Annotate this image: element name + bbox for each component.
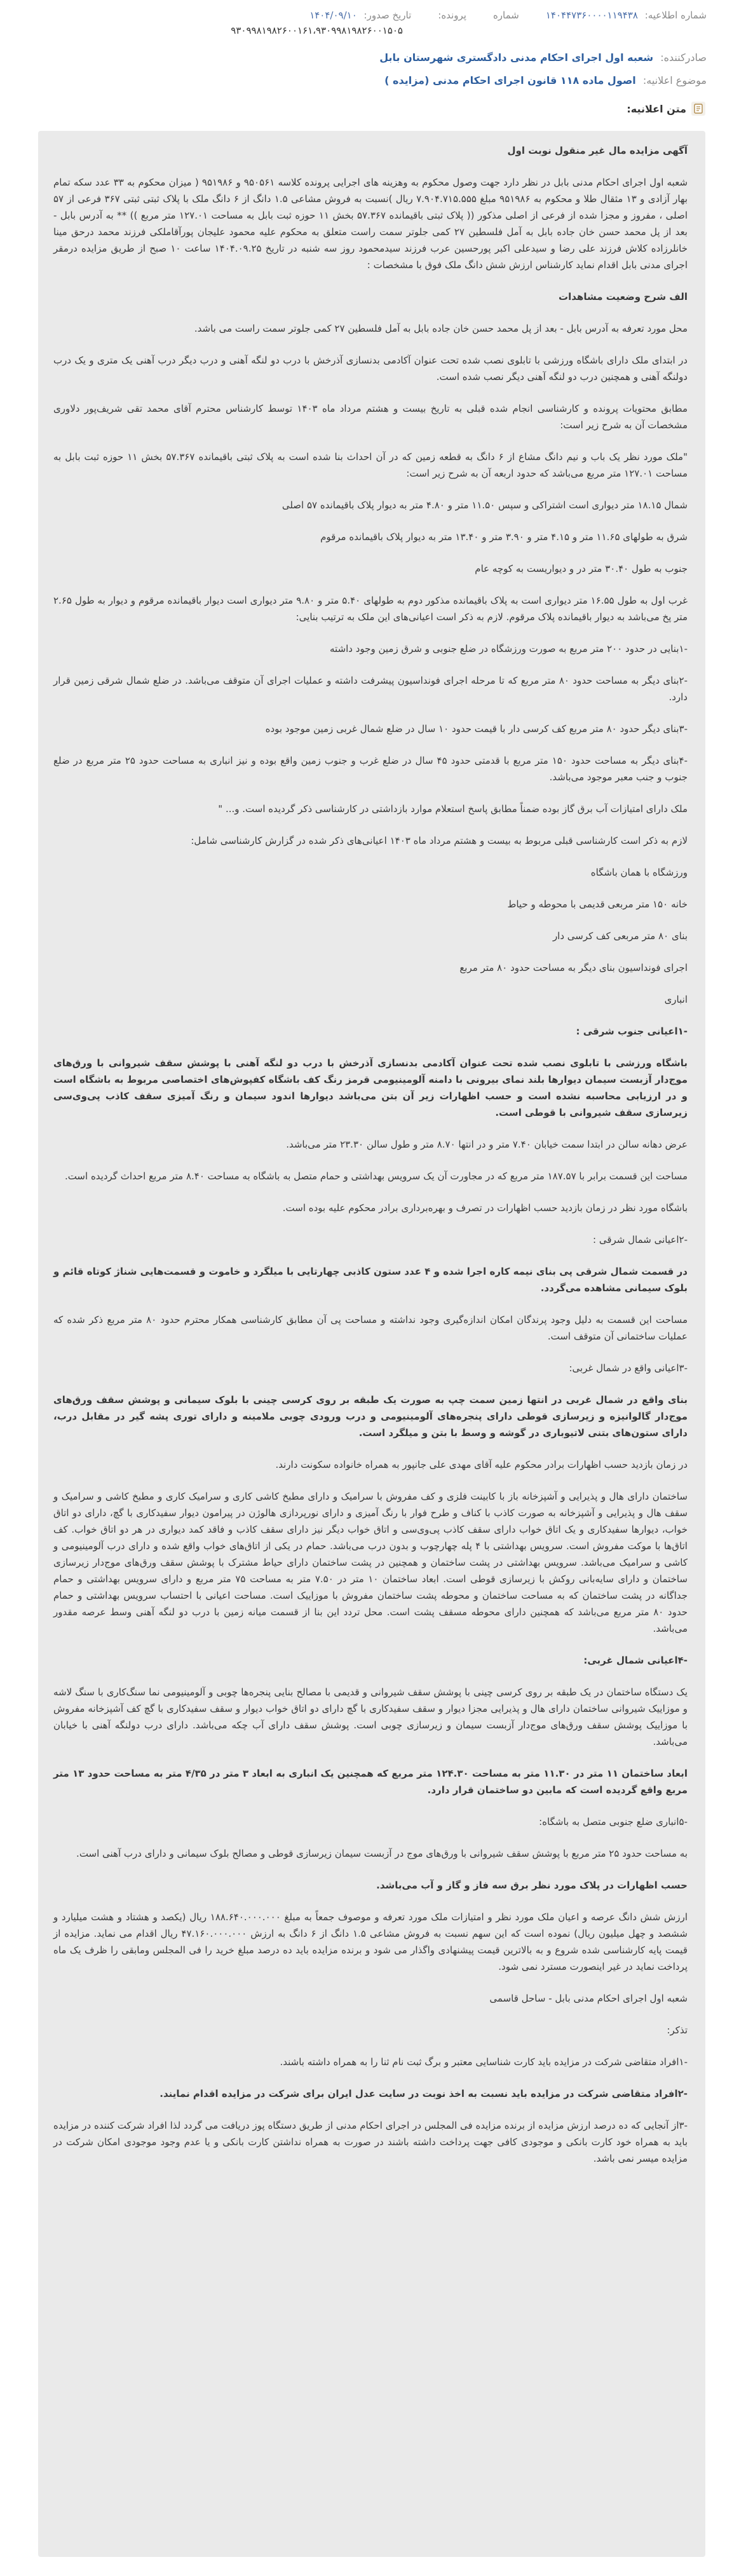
- body-paragraph: به مساحت حدود ۲۵ متر مربع با پوشش سقف شیروانی با ورق‌های موج در آزبست سیمان زیرسازی قوطی و مصالح بلوک سیمانی و دارای درب آهنی است.: [76, 1848, 688, 1859]
- body-paragraph: یک دستگاه ساختمان در یک طبقه بر روی کرسی چینی با پوشش سقف شیروانی و قدیمی با مصالح بنایی پنجره‌ها چوبی و آلومینیومی نما سنگ‌کاری با سنگ لاشه و موزاییک شیروانی ساختمان دارای هال و پذیرایی مجزا دیوار و سقف سفیدکاری با گچ دارای دو اتاق خواب دیوار و سقف سفیدکاری با گچ کف آشپزخانه مفروش با موزاییک پوشش سقف ورق‌های موج‌دار آزبست سیمان و زیرسازی چوبی است. پوشش سقف دارای آب چکه می‌باشد. دارای درب دولنگه آهنی با خیابان می‌باشد.: [53, 1686, 688, 1747]
- issue-date-value: ۱۴۰۴/۰۹/۱۰: [309, 10, 357, 21]
- body-paragraph: -۱بنایی در حدود ۲۰۰ متر مربع به صورت ورزشگاه در ضلع جنوبی و شرق زمین وجود داشته: [330, 643, 688, 654]
- body-paragraph: بنای ۸۰ متر مربعی کف کرسی دار: [552, 930, 688, 942]
- announcement-number: [546, 8, 707, 23]
- announcement-text-title: متن اعلانیه:: [627, 102, 686, 115]
- subject-row: [0, 66, 746, 89]
- body-paragraph: لازم به ذکر است کارشناسی قبلی مربوط به بیست و هشتم مرداد ماه ۱۴۰۳ اعیانی‌های ذکر شده در گزارش کارشناسی شامل:: [191, 835, 688, 846]
- case-label: پرونده:: [438, 10, 466, 21]
- body-paragraph: غرب اول به طول ۱۶.۵۵ متر دیواری است به پلاک باقیمانده مذکور دوم به طولهای ۵.۴۰ متر و ۹.۸۰ متر دیواری است دیوار باقیمانده مرقوم و دیوار به طول ۲.۶۵ متر پخ می‌باشد به دیوار باقیمانده پلاک مرقوم. لازم به ذکر است اعیانی‌های این ملک به ترتیب بنایی:: [53, 595, 688, 623]
- body-paragraph: آگهی مزایده مال غیر منقول نوبت اول: [507, 145, 688, 156]
- body-paragraph: مطابق محتویات پرونده و کارشناسی انجام شده قبلی به تاریخ بیست و هشتم مرداد ماه ۱۴۰۳ توسط کارشناس محترم آقای محمد تقی شریف‌پور دلاوری مشخصات آن به شرح زیر است:: [53, 403, 688, 431]
- body-paragraph: بنای واقع در شمال غربی در انتها زمین سمت چپ به صورت یک طبقه بر روی کرسی چینی با بلوک سیمانی و پوشش سقف ورق‌های موج‌دار گالوانیزه و زیرسازی قوطی دارای پنجره‌های آلومینیومی و درب ورودی چوبی ملامینه و دارای توری پشه گیر در مقابل درب، دارای ستون‌های بتنی لاتیوباری در گوشه و وسط با بتن و میلگرد است.: [53, 1394, 688, 1439]
- body-paragraph: اجرای فونداسیون بنای دیگر به مساحت حدود ۸۰ متر مربع: [459, 962, 688, 973]
- body-paragraph: شعبه اول اجرای احکام مدنی بابل - ساحل قاسمی: [489, 1993, 688, 2004]
- body-paragraph: شمال ۱۸.۱۵ متر دیواری است اشتراکی و سپس ۱۱.۵۰ متر و ۴.۸۰ متر به دیوار پلاک باقیمانده ۵۷ اصلی: [281, 499, 688, 511]
- record-number-label: شماره: [492, 10, 519, 21]
- issue-date: [309, 8, 411, 23]
- subject-value: اصول ماده ۱۱۸ قانون اجرای احکام مدنی (مزایده ): [384, 74, 636, 86]
- body-paragraph: ملک دارای امتیازات آب برق گاز بوده ضمناً مطابق پاسخ استعلام موارد بازداشتی در کارشناسی ذکر گردیده است. و... ": [218, 803, 688, 815]
- issuer-label: صادرکننده:: [660, 51, 707, 64]
- body-paragraph: در ابتدای ملک دارای باشگاه ورزشی با تابلوی نصب شده تحت عنوان آکادمی بدنسازی آذرخش با درب دو لنگه آهنی و درب دیگر درب آهنی یک متری و یک درب دولنگه آهنی و همچنین درب دو لنگه آهنی دیگر نصب شده است.: [53, 355, 688, 383]
- body-paragraph: انباری: [664, 994, 688, 1005]
- body-paragraph: ساختمان دارای هال و پذیرایی و آشپزخانه باز با کابینت فلزی و کف مفروش با سرامیک و دارای مطبخ کاشی کاری و سرامیک کاری و مطبخ کاشی و سرامیک و سقف هال و پذیرایی و آشپزخانه به صورت کاذب با کناف و طرح فوار با رنگ آمیزی و دارای نورپردازی هالوژن در پیرامون دیوار سفیدکاری با گچ، دارای دو اتاق خواب، دیوارها سفیدکاری و یک اتاق خواب دارای سقف کاذب پی‌وی‌سی و اتاق خواب دیگر نیز دارای سقف کاذب و فاقد کمد دیواری در هر دو اتاق خواب. کف اتاق‌ها با موکت مفروش است. سرویس بهداشتی با ۴ پله چهارچوب و بدون درب می‌باشد. حمام در یکی از اتاق‌های خواب واقع شده و دارای درب آلومینیومی و کاشی و سرامیک می‌باشد. سرویس بهداشتی در پشت ساختمان و همچنین در پشت ساختمان دارای حیاط مشترک با پوشش سقف ورق‌های موج‌دار زیرسازی ساختمان و دارای سایه‌بانی روکش با زیرسازی قوطی است. ابعاد ساختمان ۱۰ متر در ۷.۵۰ متر به مساحت ۷۵ متر مربع و دارای سرویس بهداشتی و حمام جداگانه در پشت ساختمان که به مساحت ساختمان و محوطه پشت ساختمان مفروش با موزاییک است. مساحت اعیانی با احتساب سرویس بهداشتی و حمام حدود ۸۰ متر مربع می‌باشد که همچنین دارای محوطه مسقف پشت است. محل تردد این بنا از قسمت میانه زمین با درب دو لنگه آهنی وسط عرصه مقدور می‌باشد.: [53, 1491, 688, 1634]
- issuer-row: [0, 38, 746, 66]
- body-paragraph: باشگاه مورد نظر در زمان بازدید حسب اظهارات در تصرف و بهره‌برداری برادر محکوم علیه بوده است.: [282, 1202, 688, 1214]
- document-icon: [691, 102, 705, 116]
- body-paragraph: شرق به طولهای ۱۱.۶۵ متر و ۴.۱۵ متر و ۳.۹۰ متر و ۱۳.۴۰ متر به دیوار پلاک باقیمانده مرقوم: [320, 531, 688, 543]
- body-paragraph: -۳اعیانی واقع در شمال غربی:: [569, 1362, 688, 1374]
- record-code-value: ۹۳۰۹۹۸۱۹۸۲۶۰۰۱۶۱،۹۳۰۹۹۸۱۹۸۲۶۰۰۱۵۰۵: [231, 25, 403, 36]
- record-code-row: [0, 23, 746, 38]
- body-paragraph: -۱افراد متقاضی شرکت در مزایده باید کارت شناسایی معتبر و برگ ثبت نام ثنا را به همراه داشته باشند.: [280, 2056, 688, 2068]
- body-paragraph: الف شرح وضعیت مشاهدات: [559, 291, 688, 302]
- announcement-body: [38, 131, 705, 2557]
- body-paragraph: شعبه اول اجرای احکام مدنی بابل در نظر دارد جهت وصول محکوم به وهزینه های اجرایی پرونده کلاسه ۹۵۰۵۶۱ و ۹۵۱۹۸۶ ( میزان محکوم به ۳۳ عدد سکه تمام بهار آزادی و ۱۳ مثقال طلا و محکوم به ۹۵۱۹۸۶ مبلغ ۷.۹۰۴.۷۱۵.۵۵۵ ریال )نسبت به فروش مشاعی ۱.۵ دانگ از ۶ دانگ ملک با پلاک ثبتی ثبتی ۳۶۷ فرعی از ۵۷ اصلی ، مفروز و مجزا شده از فرعی از اصلی مذکور (( پلاک ثبتی باقیمانده ۵۷.۳۶۷ بخش ۱۱ حوزه ثبت بابل به مساحت ۱۲۷.۰۱ متر مربع )) ** به آدرس بابل - بعد از پل محمد حسن خان جاده بابل به آمل فلسطین ۲۷ کمی جلوتر سمت راست متعلق به محکوم علیه محمود علیجان پورآقاملکی فرزند محمد درحق مینا خانلرزاده کلاش فرزند علی رضا و سیدعلی اکبر پورحسین عرب فرزند سیدمحمود روز سه شنبه در تاریخ ۱۴۰۴.۰۹.۲۵ ساعت ۱۰ صبح از طریق مزایده درمقر اجرای مدنی بابل اقدام نماید کارشناس ارزش شش دانگ ملک فوق با مشخصات :: [53, 177, 688, 271]
- body-paragraph: مساحت این قسمت به دلیل وجود پرندگان امکان اندازه‌گیری وجود نداشته و مساحت پی آن مطابق کارشناسی همکار محترم حدود ۸۰ متر مربع ذکر شده که عملیات ساختمانی آن متوقف است.: [53, 1314, 688, 1342]
- announcement-text-heading: [38, 102, 705, 116]
- header-meta-row: [0, 0, 746, 23]
- issuer-value: شعبه اول اجرای احکام مدنی دادگستری شهرستان بابل: [379, 51, 654, 64]
- body-paragraph: مساحت این قسمت برابر با ۱۸۷.۵۷ متر مربع که در مجاورت آن یک سرویس بهداشتی و حمام متصل به باشگاه به مساحت ۸.۴۰ متر مربع احداث گردیده است.: [64, 1170, 688, 1182]
- body-paragraph: در قسمت شمال شرقی پی بنای نیمه کاره اجرا شده و ۴ عدد ستون کاذبی چهارتایی با میلگرد و خاموت و قسمت‌هایی شناژ کوتاه قائم و بلوک سیمانی مشاهده می‌گردد.: [53, 1266, 688, 1294]
- body-paragraph: -۳بنای دیگر حدود ۸۰ متر مربع کف کرسی دار با قیمت حدود ۱۰ سال در ضلع شمال غربی زمین موجود بوده: [265, 723, 688, 735]
- body-paragraph: -۱اعیانی جنوب شرقی :: [576, 1026, 688, 1037]
- body-paragraph: "ملک مورد نظر یک باب و نیم دانگ مشاع از ۶ دانگ به قطعه زمین که در آن احداث بنا شده است به پلاک ثبتی باقیمانده ۵۷.۳۶۷ بخش ۱۱ حوزه ثبت بابل به مساحت ۱۲۷.۰۱ متر مربع می‌باشد که حدود اربعه آن به شرح زیر است:: [53, 451, 688, 479]
- body-paragraph: -۲بنای دیگر به مساحت حدود ۸۰ متر مربع که تا مرحله اجرای فونداسیون پیشرفت داشته و عملیات اجرای آن متوقف می‌باشد. در ضلع شمال شرقی زمین قرار دارد.: [53, 675, 688, 703]
- announcement-number-value: ۱۴۰۴۴۷۳۶۰۰۰۰۱۱۹۴۳۸: [545, 10, 638, 21]
- body-paragraph: خانه ۱۵۰ متر مربعی قدیمی با محوطه و حیاط: [507, 898, 688, 910]
- body-paragraph: -۴اعیانی شمال غربی:: [583, 1655, 688, 1666]
- body-paragraph: باشگاه ورزشی با تابلوی نصب شده تحت عنوان آکادمی بدنسازی آذرخش با درب دو لنگه آهنی با پوشش سقف شیروانی با ورق‌های موج‌دار آزبست سیمان دیوارها بلند نمای بیرونی با دامنه آلومینیومی قرمز رنگ کف باشگاه کفپوش‌های اختصاصی مربوط به باشگاه است و در ارزیابی محاسبه نشده است و حسب اظهارات زیر آن بتن می‌باشد دیوارها اندود سیمان و رنگ آمیزی سقف کاذب پی‌وی‌سی زیرسازی سقف شیروانی با قوطی است.: [53, 1057, 688, 1118]
- body-paragraph: در زمان بازدید حسب اظهارات برادر محکوم علیه آقای مهدی علی جانپور به همراه خانواده سکونت دارند.: [275, 1459, 688, 1470]
- body-paragraph: -۲اعیانی شمال شرقی :: [593, 1234, 688, 1245]
- body-paragraph: -۳از آنجایی که ده درصد ارزش مزایده از برنده مزایده فی المجلس در اجرای احکام مدنی از طریق دستگاه پوز دریافت می گردد لذا افراد شرکت کننده در مزایده باید به همراه خود کارت بانکی و موجودی کافی جهت پرداخت داشته باشند در صورت به همراه نداشتن کارت بانکی و یا عدم وجود موجودی امکان شرکت در مزایده میسر نمی باشد.: [53, 2120, 688, 2164]
- body-paragraph: -۴بنای دیگر به مساحت حدود ۱۵۰ متر مربع با قدمتی حدود ۴۵ سال در ضلع غرب و جنوب زمین واقع بوده و نیز انباری به مساحت حدود ۲۵ متر مربع در ضلع جنوب و جنب معبر موجود می‌باشد.: [53, 755, 688, 783]
- body-paragraph: ارزش شش دانگ عرصه و اعیان ملک مورد نظر و امتیازات ملک مورد تعرفه و موصوف جمعاً به مبلغ ۱۸۸.۶۴۰.۰۰۰.۰۰۰ ریال (یکصد و هشتاد و هشت میلیارد و ششصد و چهل میلیون ریال) نموده است که این سهم نسبت به فروش مشاعی ۱.۵ دانگ از ۶ دانگ به ارزش ۴۷.۱۶۰.۰۰۰.۰۰۰ ریال اقدام می نماید. مزایده از قیمت پایه کارشناسی شده شروع و به بالاترین قیمت پیشنهادی واگذار می شود و برنده مزایده باید ده درصد مبلغ خرید را فی المجلس ومابقی را ظرف یک ماه پرداخت نماید در غیر اینصورت مسترد نمی شود.: [53, 1911, 688, 1972]
- body-paragraph: ورزشگاه با همان باشگاه: [590, 867, 688, 878]
- body-paragraph: ابعاد ساختمان ۱۱ متر در ۱۱.۳۰ متر به مساحت ۱۲۴.۳۰ متر مربع که همچنین یک انباری به ابعاد ۳ متر در ۴/۳۵ متر به مساحت حدود ۱۳ متر مربع واقع گردیده است که مابین دو ساختمان قرار دارد.: [53, 1768, 688, 1796]
- record-number: [493, 8, 519, 23]
- body-paragraph: محل مورد تعرفه به آدرس بابل - بعد از پل محمد حسن خان جاده بابل به آمل فلسطین ۲۷ کمی جلوتر سمت راست می باشد.: [194, 323, 688, 334]
- body-paragraph: عرض دهانه سالن در ابتدا سمت خیابان ۷.۴۰ متر و در انتها ۸.۷۰ متر و طول سالن ۲۳.۳۰ متر می‌باشد.: [286, 1139, 688, 1150]
- subject-label: موضوع اعلانیه:: [642, 74, 707, 86]
- case-number: [438, 8, 466, 23]
- announcement-number-label: شماره اطلاعیه:: [644, 10, 707, 21]
- issue-date-label: تاریخ صدور:: [363, 10, 412, 21]
- body-paragraph: -۵انباری ضلع جنوبی متصل به باشگاه:: [539, 1816, 688, 1827]
- body-paragraph: جنوب به طول ۳۰.۴۰ متر در و دیواریست به کوچه عام: [475, 563, 688, 574]
- body-paragraph: -۲افراد متقاضی شرکت در مزایده باید نسبت به اخذ نوبت در سایت عدل ایران برای شرکت در مزایده اقدام نمایند.: [159, 2088, 688, 2099]
- body-paragraph: حسب اظهارات در پلاک مورد نظر برق سه فاز و گاز و آب می‌باشد.: [376, 1880, 688, 1891]
- body-paragraph: تذکر:: [667, 2024, 688, 2036]
